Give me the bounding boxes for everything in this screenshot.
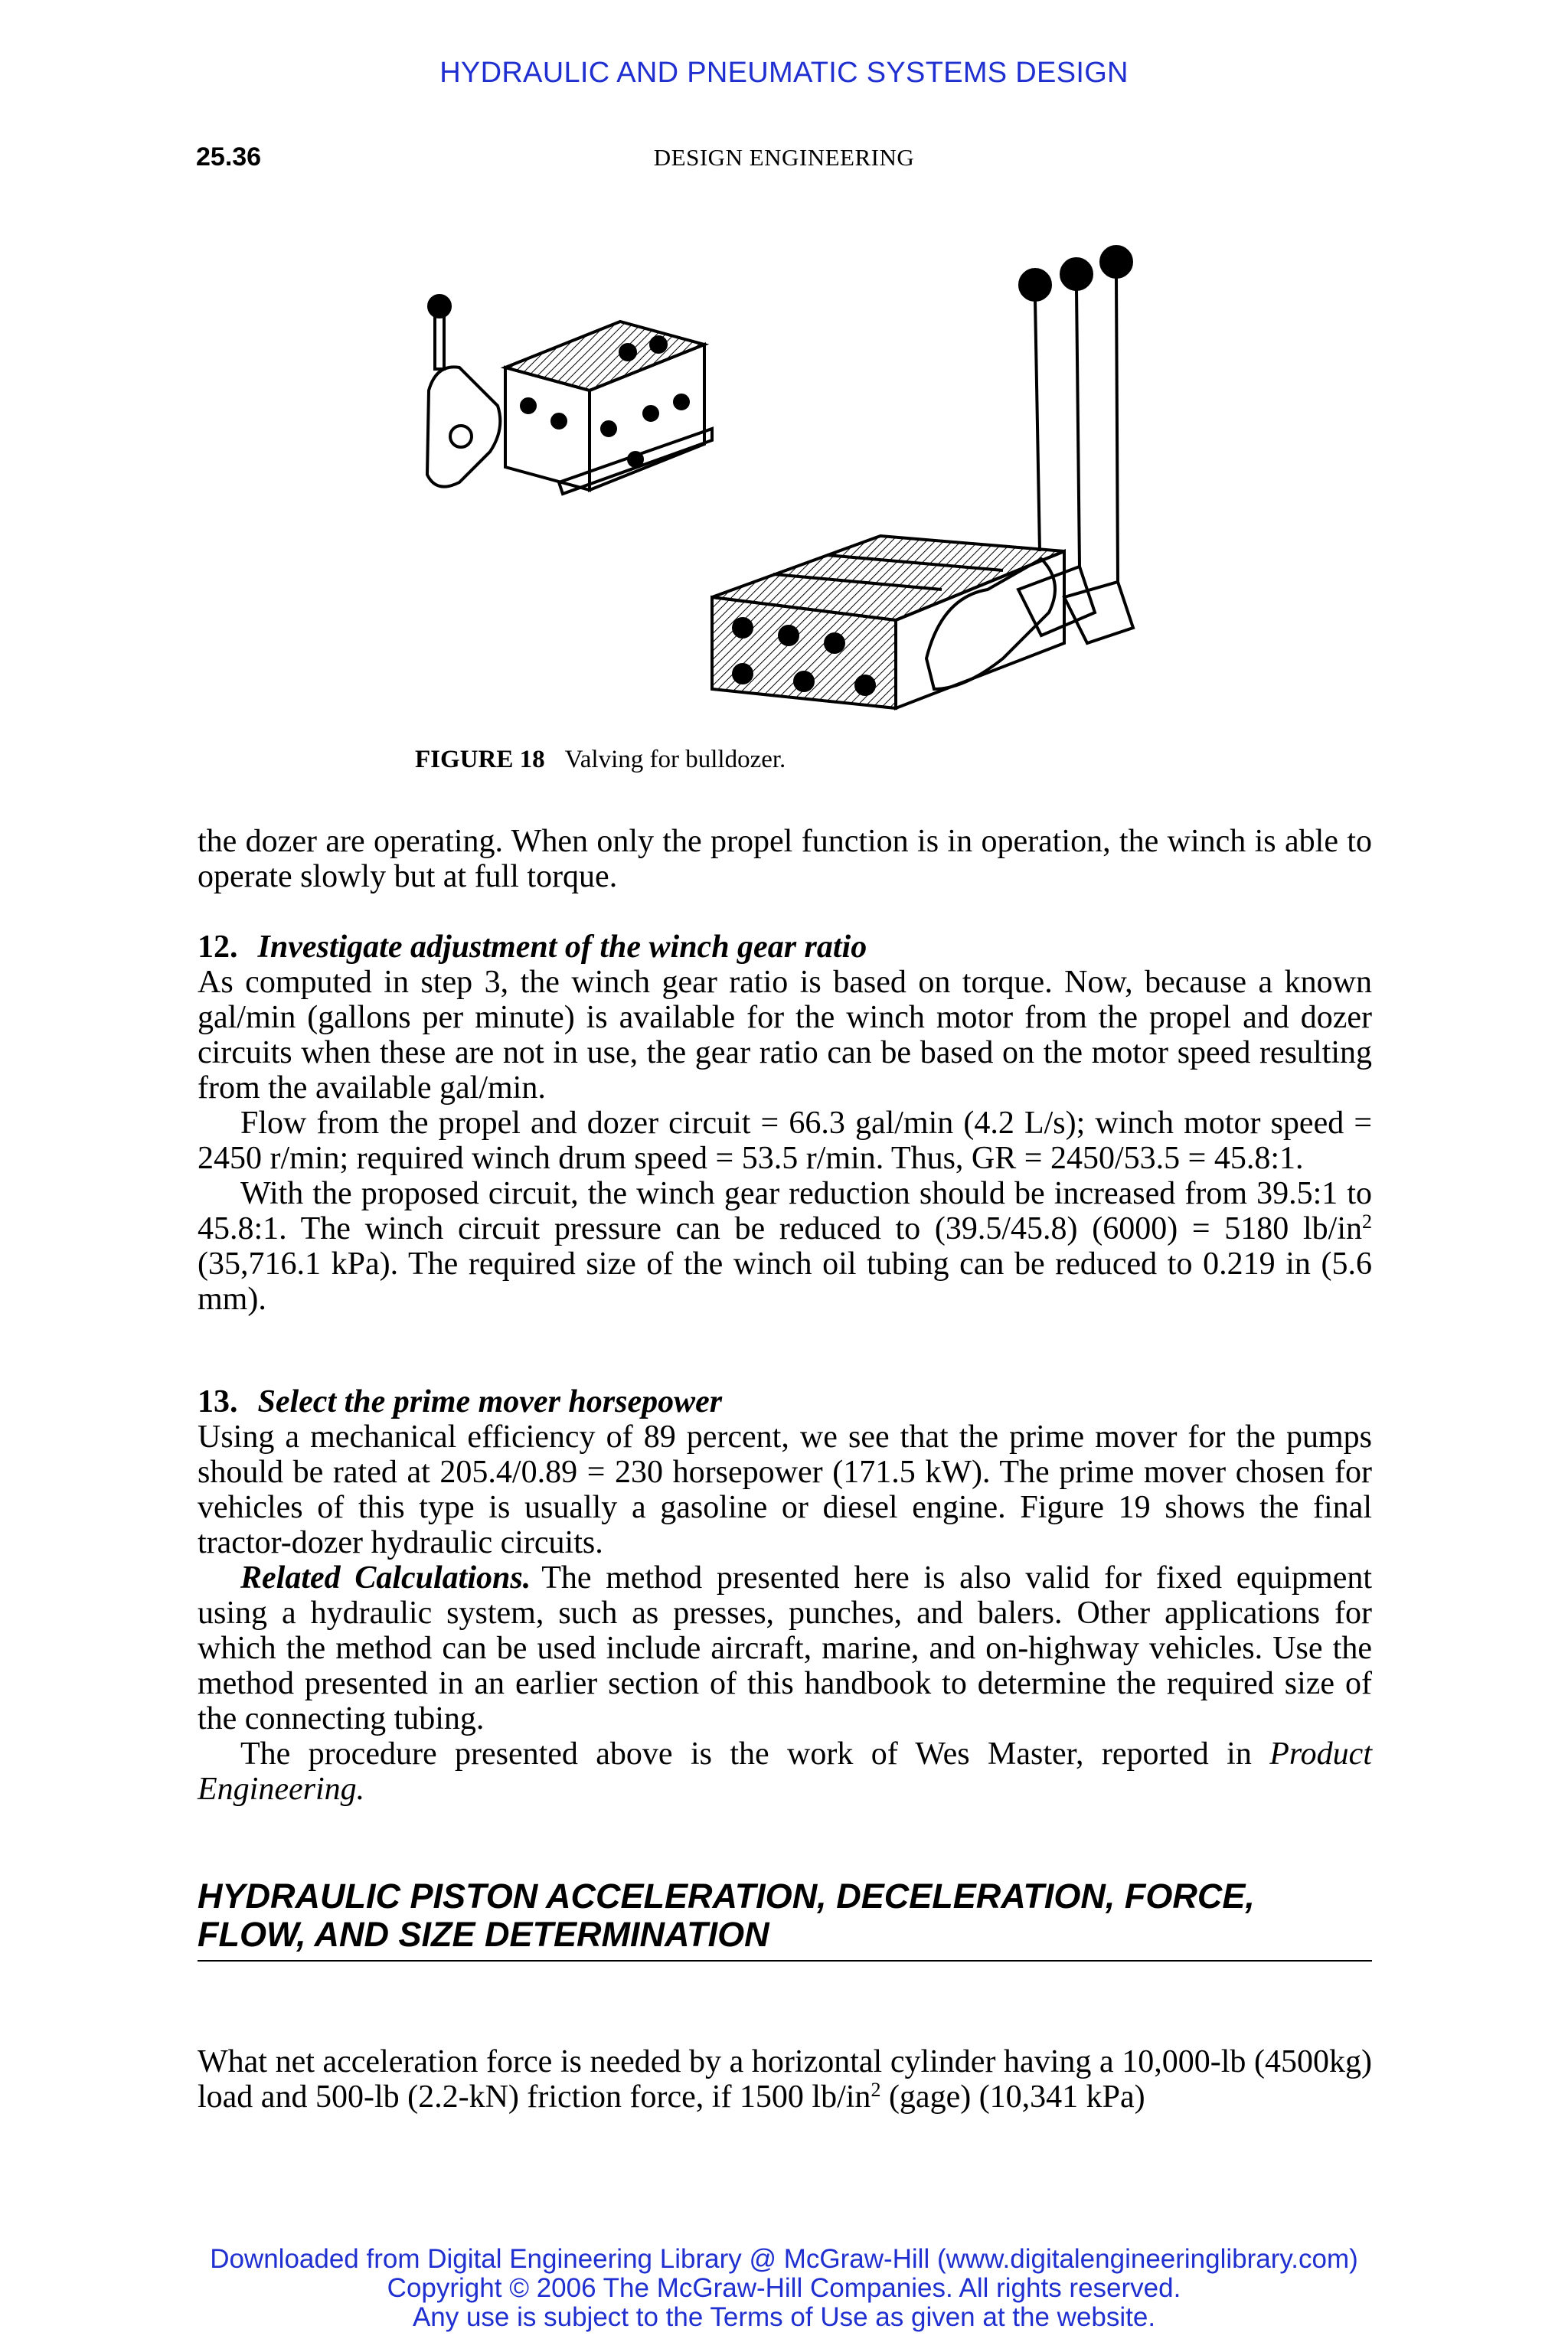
step-13-number: 13.: [198, 1384, 238, 1419]
step-12: [198, 929, 1372, 1317]
related-calculations-label: Related Calculations.: [240, 1560, 531, 1596]
related-calculations-paragraph: [198, 1560, 1372, 1736]
step-12-p3-text-b: (35,716.1 kPa). The required size of the winch oil tubing can be reduced to 0.219 in (5.6 mm).: [198, 1246, 1372, 1317]
step-12-heading: [198, 929, 1372, 965]
major-section-heading: HYDRAULIC PISTON ACCELERATION, DECELERATION, FORCE, FLOW, AND SIZE DETERMINATION: [198, 1877, 1372, 1962]
step-13-paragraph-1: Using a mechanical efficiency of 89 percent, we see that the prime mover for the pumps should be rated at 205.4/0.89 = 230 horsepower (171.5 kW). The prime mover chosen for vehicles of this type is usually a gasoline or diesel engine. Figure 19 shows the final tractor-dozer hydraulic circuits.: [198, 1419, 1372, 1560]
publication-name: Product Engineering.: [198, 1736, 1372, 1807]
small-valve-assembly: [427, 296, 712, 494]
step-12-paragraph-1: As computed in step 3, the winch gear ratio is based on torque. Now, because a known gal/min (gallons per minute) is available for the winch motor from the propel and dozer circuits when these are not in use, the gear ratio can be based on the motor speed resulting from the available gal/min.: [198, 965, 1372, 1106]
footer: [0, 2245, 1568, 2332]
superscript-2: 2: [871, 2079, 881, 2101]
page-number: 25.36: [196, 142, 262, 172]
step-12-title: Investigate adjustment of the winch gear ratio: [257, 929, 867, 965]
footer-download-link[interactable]: Downloaded from Digital Engineering Library @ McGraw-Hill (www.digitalengineeringlibrary.com): [210, 2244, 1358, 2274]
step-12-p3-text-a: With the proposed circuit, the winch gear reduction should be increased from 39.5:1 to 45.8:1. The winch circuit pressure can be reduced to (39.5/45.8) (6000) = 5180 lb/in: [198, 1176, 1372, 1246]
figure-caption: [415, 746, 786, 774]
running-title: HYDRAULIC AND PNEUMATIC SYSTEMS DESIGN: [439, 57, 1129, 89]
section-header: DESIGN ENGINEERING: [653, 144, 915, 171]
related-calculations-text: The method presented here is also valid for fixed equipment using a hydraulic system, such as presses, punches, and balers. Other applications for which the method can be used include aircraft, marine, and on-highway vehicles. Use the method presented in an earlier section of this handbook to determine the required size of the connecting tubing.: [198, 1560, 1373, 1736]
problem-statement: [198, 2044, 1372, 2115]
step-12-number: 12.: [198, 929, 238, 965]
problem-text-b: (gage) (10,341 kPa): [880, 2079, 1145, 2115]
bulldozer-valve-illustration: [406, 230, 1171, 720]
problem-text-a: What net acceleration force is needed by a horizontal cylinder having a 10,000-lb (4500kg) load and 500-lb (2.2-kN) friction force, if 1500 lb/in: [198, 2044, 1372, 2115]
footer-copyright: Copyright © 2006 The McGraw-Hill Companies. All rights reserved.: [387, 2273, 1181, 2303]
continuation-text: the dozer are operating. When only the propel function is in operation, the winch is able to operate slowly but at full torque.: [198, 824, 1372, 894]
credit-text: The procedure presented above is the work of Wes Master, reported in: [240, 1736, 1270, 1772]
figure-label: FIGURE 18: [415, 746, 545, 773]
step-13-title: Select the prime mover horsepower: [257, 1384, 723, 1419]
step-12-paragraph-3: [198, 1176, 1372, 1317]
step-12-paragraph-2: Flow from the propel and dozer circuit = 66.3 gal/min (4.2 L/s); winch motor speed = 2450 r/min; required winch drum speed = 53.5 r/min. Thus, GR = 2450/53.5 = 45.8:1.: [198, 1106, 1372, 1176]
problem-text: [198, 2044, 1372, 2115]
triple-valve-bank: [712, 247, 1133, 708]
continuation-paragraph: [198, 824, 1372, 894]
footer-terms[interactable]: Any use is subject to the Terms of Use as given at the website.: [412, 2302, 1156, 2332]
credit-paragraph: [198, 1736, 1372, 1807]
superscript-2: 2: [1362, 1210, 1372, 1233]
step-13-heading: [198, 1384, 1372, 1419]
figure-caption-text: Valving for bulldozer.: [564, 746, 786, 773]
step-13: [198, 1384, 1372, 1807]
